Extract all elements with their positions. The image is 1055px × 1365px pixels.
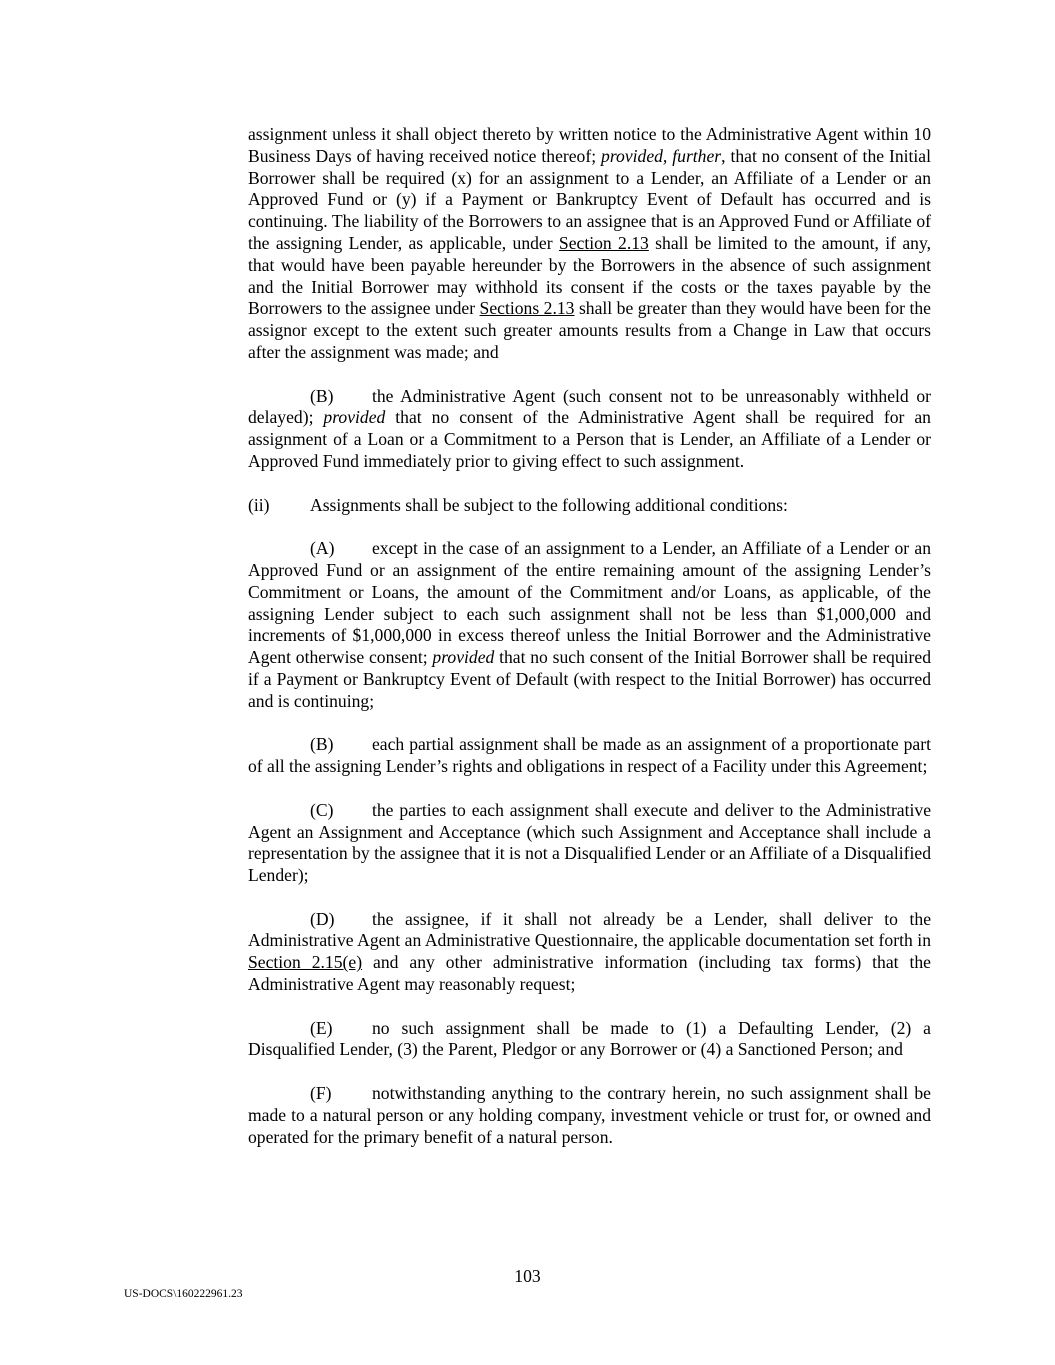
paragraph-e-restrictions xyxy=(248,1018,931,1062)
clause-label: (ii) xyxy=(248,494,270,515)
page-number: 103 xyxy=(514,1266,541,1286)
paragraph-assignment-continuation xyxy=(248,124,931,364)
text-run: that no consent of the Administrative Agent shall be required for an assignment of a Loan or a Commitment to a Person that is Lender, an Affiliate of a Lender or Approved Fund immediately prior to giving effect to such assignment. xyxy=(248,407,931,471)
paragraph-f-natural-person xyxy=(248,1083,931,1148)
italic-text: provided, further xyxy=(601,145,722,166)
text-run: the assignee, if it shall not already be a Lender, shall deliver to the Administrative Agent an Administrative Questionnaire, the applicable documentation set forth in xyxy=(248,908,931,951)
paragraph-b-partial-assignment xyxy=(248,734,931,778)
document-body xyxy=(248,124,931,1170)
paragraph-b-administrative-agent xyxy=(248,386,931,473)
text-run: assignment unless it shall object thereto by written notice to the Administrative Agent within 10 Business Days of having received notice thereof; xyxy=(248,124,931,166)
paragraph-ii-conditions xyxy=(248,495,931,517)
text-run: shall be greater than they would have been for the assignor except to the extent such greater amounts results from a Change in Law that occurs after the assignment was made; and xyxy=(248,298,931,362)
clause-label: (D) xyxy=(310,908,335,929)
paragraph-c-assignment-acceptance xyxy=(248,800,931,887)
text-run: , that no consent of the Initial Borrower shall be required (x) for an assignment to a Lender, an Affiliate of a Lender or an Approved Fund or (y) if a Payment or Bankruptcy Event of Default has occurred and is continuing. The liability of the Borrowers to an assignee that is an Approved Fund or Affiliate of the assigning Lender, as applicable, under xyxy=(248,145,931,253)
text-run: and any other administrative information (including tax forms) that the Administrative Agent may reasonably request; xyxy=(248,952,931,995)
text-run: each partial assignment shall be made as an assignment of a proportionate part of all the assigning Lender’s rights and obligations in respect of a Facility under this Agreement; xyxy=(248,734,931,777)
clause-label: (C) xyxy=(310,799,334,820)
section-reference: Section 2.15(e) xyxy=(248,952,363,973)
clause-label: (B) xyxy=(310,385,334,406)
section-reference: Section 2.13 xyxy=(558,232,649,253)
clause-label: (B) xyxy=(310,734,334,755)
text-run: that no such consent of the Initial Borrower shall be required if a Payment or Bankruptcy Event of Default (with respect to the Initial Borrower) has occurred and is continuing; xyxy=(248,647,931,711)
section-reference: Sections 2.13 xyxy=(479,298,575,319)
paragraph-d-questionnaire xyxy=(248,909,931,996)
italic-text: provided xyxy=(432,647,495,668)
italic-text: provided xyxy=(323,407,386,428)
clause-label: (F) xyxy=(310,1083,332,1104)
text-run: except in the case of an assignment to a Lender, an Affiliate of a Lender or an Approved Fund or an assignment of the entire remaining amount of the assigning Lender’s Commitment or Loans, the amount of the Commitment and/or Loans, as applicable, of the assigning Lender subject to each such assignment shall not be less than $1,000,000 and increments of $1,000,000 in excess thereof unless the Initial Borrower and the Administrative Agent otherwise consent; xyxy=(248,538,931,668)
clause-label: (A) xyxy=(310,538,335,559)
text-run: no such assignment shall be made to (1) a Defaulting Lender, (2) a Disqualified Lender, (3) the Parent, Pledgor or any Borrower or (4) a Sanctioned Person; and xyxy=(248,1017,931,1060)
text-run: Assignments shall be subject to the following additional conditions: xyxy=(310,494,788,515)
text-run: the parties to each assignment shall execute and deliver to the Administrative Agent an Assignment and Acceptance (which such Assignment and Acceptance shall include a representation by the assignee that it is not a Disqualified Lender or an Affiliate of a Disqualified Lender); xyxy=(248,799,931,886)
text-run: shall be limited to the amount, if any, that would have been payable hereunder by the Borrowers in the absence of such assignment and the Initial Borrower may withhold its consent if the costs or the taxes payable by the Borrowers to the assignee under xyxy=(248,232,931,319)
document-id-footer: US-DOCS\160222961.23 xyxy=(124,1288,243,1300)
clause-label: (E) xyxy=(310,1017,333,1038)
text-run: the Administrative Agent (such consent not to be unreasonably withheld or delayed); xyxy=(248,385,931,428)
text-run: notwithstanding anything to the contrary herein, no such assignment shall be made to a natural person or any holding company, investment vehicle or trust for, or owned and operated for the primary benefit of a natural person. xyxy=(248,1083,931,1147)
paragraph-a-minimum-amount xyxy=(248,538,931,712)
